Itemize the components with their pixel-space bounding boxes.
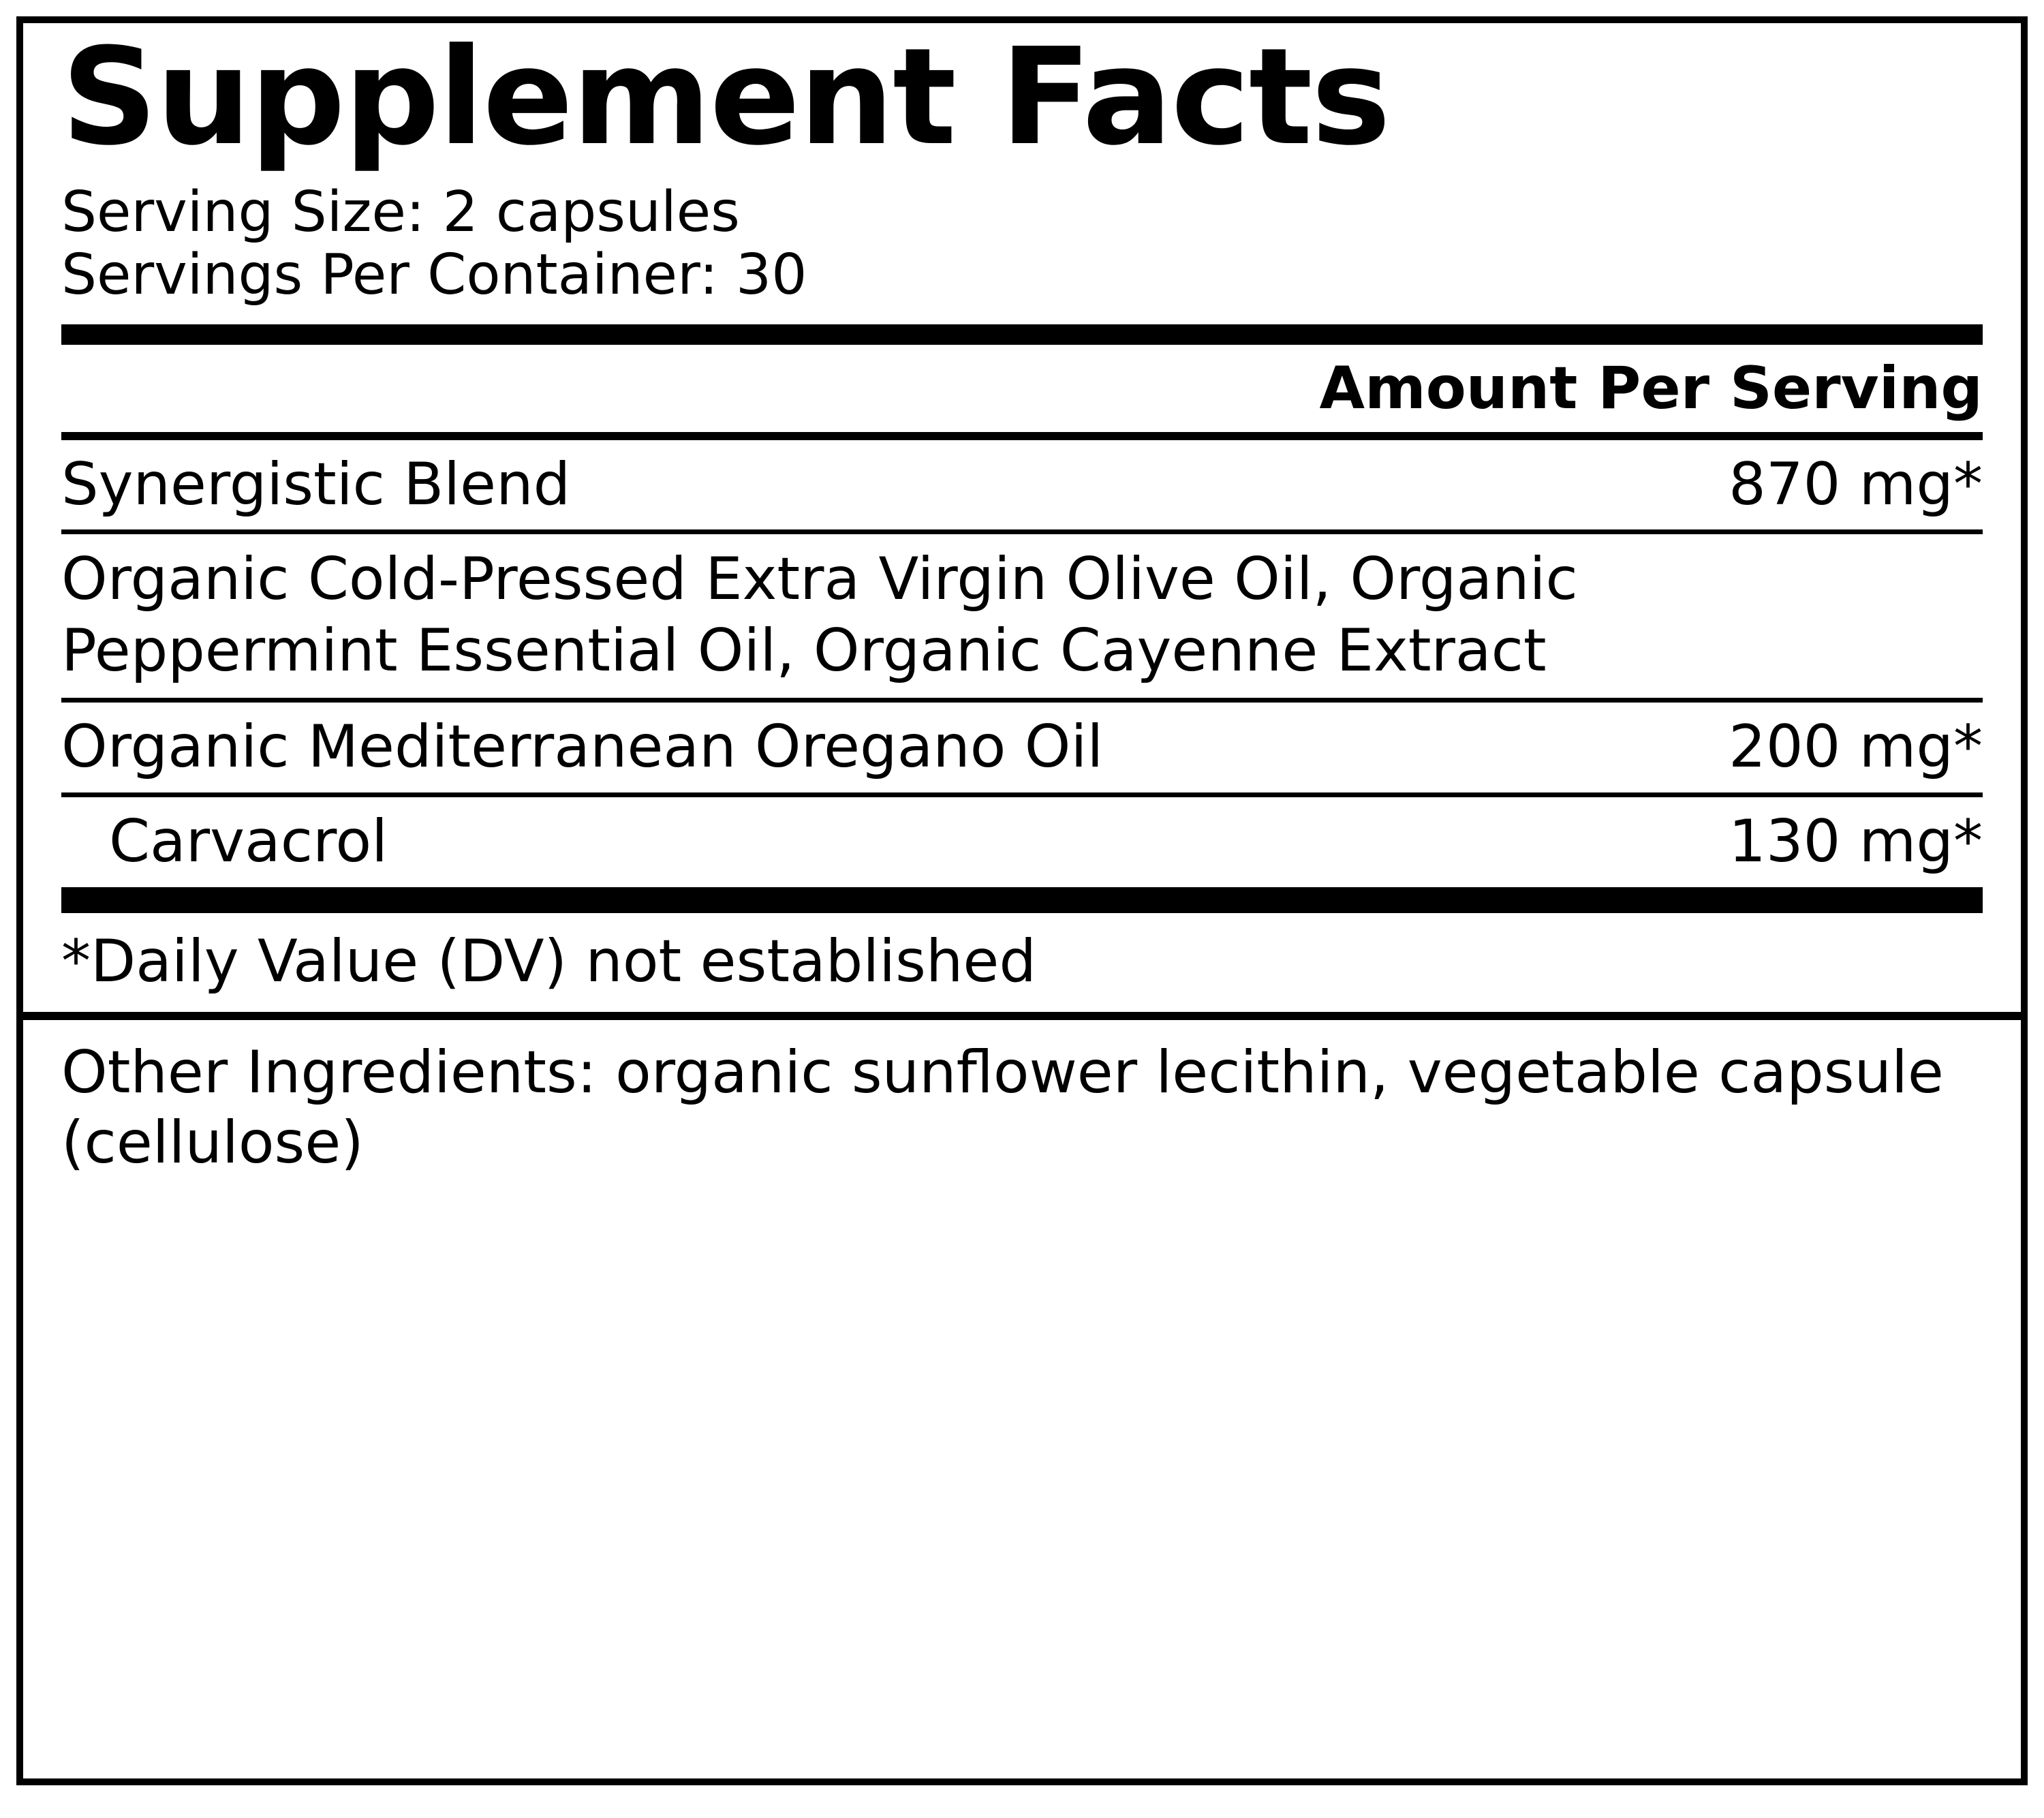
daily-value-footnote: *Daily Value (DV) not established	[61, 927, 1036, 996]
other-ingredients: Other Ingredients: organic sunflower lecithin, vegetable capsule (cellulose)	[61, 1038, 1944, 1177]
divider-row-1	[61, 529, 1983, 534]
table-row	[61, 440, 1983, 530]
page-title: Supplement Facts	[61, 20, 1390, 175]
amount-per-serving-label: Amount Per Serving	[1319, 354, 1983, 422]
nutrient-amount: 130 mg*	[1729, 807, 1983, 876]
divider-under-header	[61, 432, 1983, 440]
amount-per-serving-header-row	[61, 345, 1983, 432]
nutrient-amount: 870 mg*	[1729, 450, 1983, 519]
divider-panel-bottom	[23, 1012, 2021, 1020]
divider-thick-bottom	[61, 887, 1983, 913]
other-ingredients-section	[23, 1020, 2021, 1778]
divider-row-3	[61, 792, 1983, 797]
nutrient-name: Carvacrol	[109, 807, 388, 876]
table-row	[61, 703, 1983, 792]
serving-size: Serving Size: 2 capsules	[61, 179, 740, 245]
divider-row-2	[61, 698, 1983, 703]
supplement-facts-body	[23, 20, 2021, 1012]
blend-ingredients: Organic Cold-Pressed Extra Virgin Olive Oil, Organic Peppermint Essential Oil, Organic Cayenne Extract	[61, 545, 1578, 685]
table-row	[61, 797, 1983, 887]
nutrient-name: Synergistic Blend	[61, 450, 571, 519]
nutrient-name: Organic Mediterranean Oregano Oil	[61, 713, 1104, 782]
servings-per-container: Servings Per Container: 30	[61, 242, 807, 307]
nutrient-amount: 200 mg*	[1729, 713, 1983, 782]
divider-thick-top	[61, 324, 1983, 345]
supplement-facts-panel	[16, 16, 2028, 1785]
